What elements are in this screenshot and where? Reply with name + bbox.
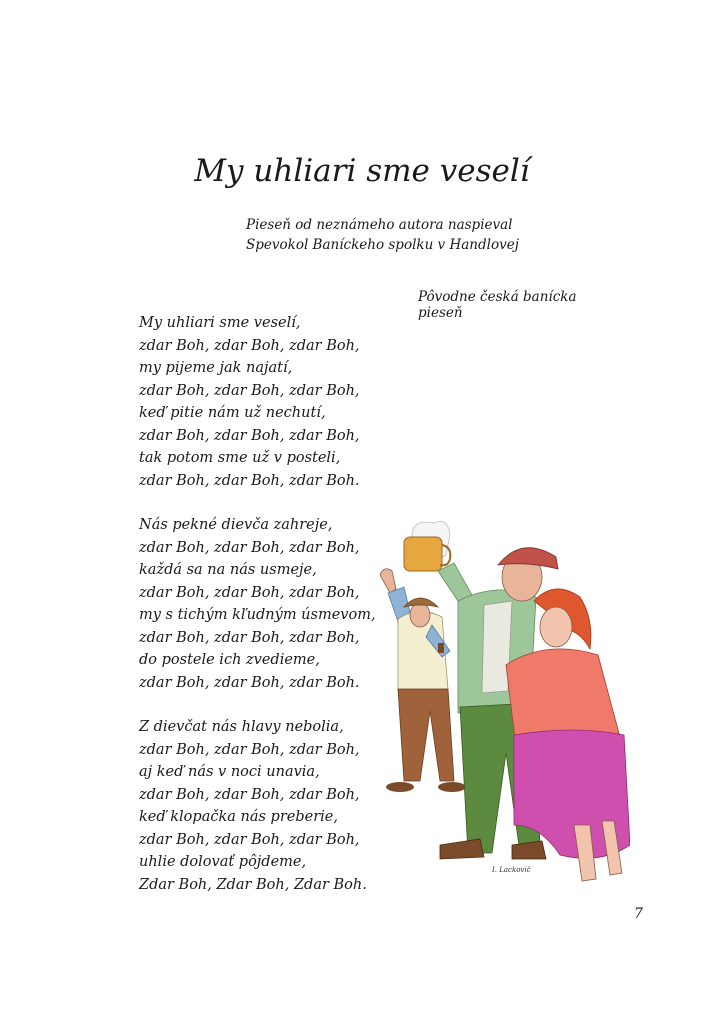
stanza-3 <box>139 716 409 896</box>
lyric-line: Zdar Boh, Zdar Boh, Zdar Boh. <box>139 876 367 893</box>
lyrics <box>139 312 409 918</box>
attribution-line-2: Spevokol Baníckeho spolku v Handlovej <box>246 237 519 253</box>
lyric-line: zdar Boh, zdar Boh, zdar Boh. <box>139 674 360 691</box>
lyric-line: zdar Boh, zdar Boh, zdar Boh, <box>139 337 360 354</box>
miners-watercolor-illustration <box>374 515 630 889</box>
song-origin-note: Pôvodne česká banícka pieseň <box>418 289 577 321</box>
illustrator-signature: I. Lackovič <box>492 866 531 874</box>
stanza-1 <box>139 312 409 492</box>
lyric-line: My uhliari sme veselí, <box>139 315 301 331</box>
lyric-line: zdar Boh, zdar Boh, zdar Boh, <box>139 629 360 646</box>
lyric-line: každá sa na nás usmeje, <box>139 562 317 578</box>
lyric-line: my pijeme jak najatí, <box>139 360 293 376</box>
page-title: My uhliari sme veselí <box>194 152 530 189</box>
lyric-line: uhlie dolovať pôjdeme, <box>139 854 307 870</box>
lyric-line: keď klopačka nás preberie, <box>139 809 338 825</box>
page-number: 7 <box>634 906 643 922</box>
lyric-line: zdar Boh, zdar Boh, zdar Boh, <box>139 831 360 848</box>
attribution-line-1: Pieseň od neznámeho autora naspieval <box>246 217 513 233</box>
lyric-line: zdar Boh, zdar Boh, zdar Boh, <box>139 539 360 556</box>
lyric-line: Nás pekné dievča zahreje, <box>139 517 333 533</box>
stanza-2 <box>139 514 409 694</box>
lyric-line: do postele ich zvedieme, <box>139 652 320 668</box>
lyric-line: zdar Boh, zdar Boh, zdar Boh, <box>139 786 360 803</box>
lyric-line: keď pitie nám už nechutí, <box>139 405 326 421</box>
lyric-line: tak potom sme už v posteli, <box>139 450 341 466</box>
waving-man-figure <box>380 569 466 792</box>
lyric-line: zdar Boh, zdar Boh, zdar Boh, <box>139 584 360 601</box>
lyric-line: zdar Boh, zdar Boh, zdar Boh, <box>139 382 360 399</box>
lyric-line: aj keď nás v noci unavia, <box>139 764 320 780</box>
lyric-line: zdar Boh, zdar Boh, zdar Boh, <box>139 427 360 444</box>
lyric-line: my s tichým kľudným úsmevom, <box>139 607 376 623</box>
lyric-line: zdar Boh, zdar Boh, zdar Boh, <box>139 741 360 758</box>
lyric-line: zdar Boh, zdar Boh, zdar Boh. <box>139 472 360 489</box>
song-attribution <box>246 215 546 255</box>
lyric-line: Z dievčat nás hlavy nebolia, <box>139 719 344 735</box>
